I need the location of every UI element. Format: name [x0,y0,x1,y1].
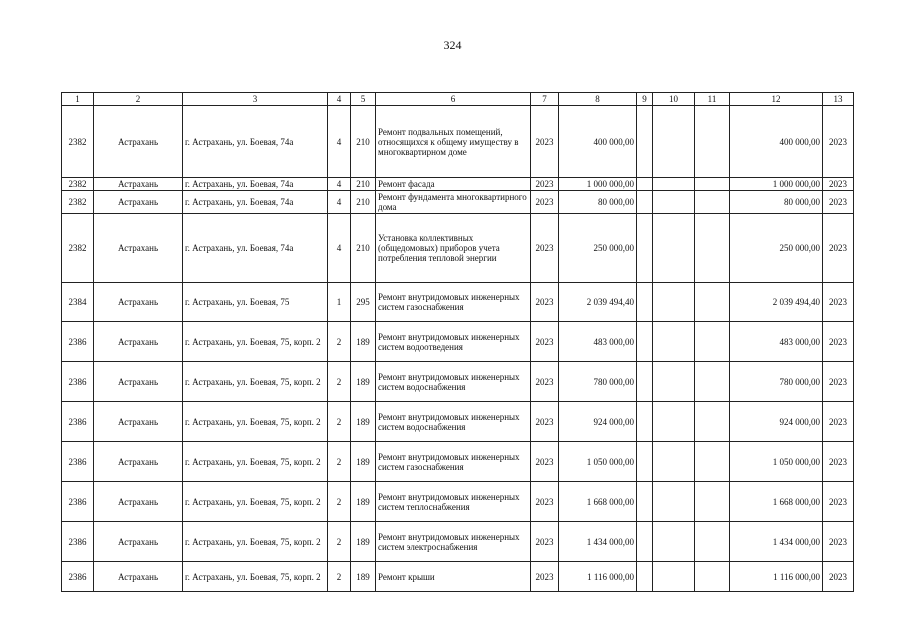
cell-total: 1 000 000,00 [730,178,823,191]
cell-empty [653,402,695,442]
cell-total: 1 116 000,00 [730,562,823,592]
column-header: 5 [351,93,376,106]
cell-house-id: 2386 [62,402,94,442]
column-header: 11 [695,93,730,106]
cell-empty [637,283,653,322]
column-header: 12 [730,93,823,106]
cell-year-end: 2023 [823,362,854,402]
cell-empty [637,562,653,592]
cell-address: г. Астрахань, ул. Боевая, 75, корп. 2 [183,442,328,482]
cell-empty [653,362,695,402]
cell-municipality: Астрахань [94,191,183,214]
table-row [62,178,854,191]
cell-empty [653,522,695,562]
cell-work-type: Ремонт внутридомовых инженерных систем водоснабжения [376,402,531,442]
cell-total: 1 434 000,00 [730,522,823,562]
cell-municipality: Астрахань [94,362,183,402]
cell-year-end: 2023 [823,442,854,482]
cell-house-id: 2386 [62,362,94,402]
cell-empty [653,442,695,482]
cell-house-id: 2386 [62,522,94,562]
cell-municipality: Астрахань [94,402,183,442]
cell-floors: 4 [328,178,351,191]
cell-municipality: Астрахань [94,442,183,482]
cell-empty [653,191,695,214]
cell-code: 189 [351,562,376,592]
cell-floors: 2 [328,362,351,402]
cell-empty [637,214,653,283]
column-header: 13 [823,93,854,106]
table-row [62,562,854,592]
cell-year: 2023 [531,322,559,362]
cell-floors: 2 [328,482,351,522]
cell-work-type: Ремонт внутридомовых инженерных систем газоснабжения [376,442,531,482]
cell-total: 80 000,00 [730,191,823,214]
repair-program-table [61,92,854,592]
cell-house-id: 2386 [62,442,94,482]
cell-total: 1 668 000,00 [730,482,823,522]
table-row [62,442,854,482]
cell-total: 924 000,00 [730,402,823,442]
cell-municipality: Астрахань [94,106,183,178]
cell-empty [695,562,730,592]
column-header: 7 [531,93,559,106]
cell-municipality: Астрахань [94,214,183,283]
cell-address: г. Астрахань, ул. Боевая, 75, корп. 2 [183,402,328,442]
cell-amount: 1 434 000,00 [559,522,637,562]
cell-municipality: Астрахань [94,482,183,522]
cell-empty [653,322,695,362]
cell-empty [637,402,653,442]
cell-work-type: Ремонт внутридомовых инженерных систем теплоснабжения [376,482,531,522]
cell-empty [695,214,730,283]
cell-work-type: Ремонт подвальных помещений, относящихся к общему имуществу в многоквартирном доме [376,106,531,178]
cell-code: 295 [351,283,376,322]
cell-year-end: 2023 [823,106,854,178]
table-row [62,106,854,178]
cell-work-type: Ремонт внутридомовых инженерных систем водоотведения [376,322,531,362]
cell-empty [653,106,695,178]
cell-house-id: 2382 [62,178,94,191]
cell-year: 2023 [531,191,559,214]
column-header: 8 [559,93,637,106]
cell-empty [637,191,653,214]
table-row [62,362,854,402]
cell-house-id: 2384 [62,283,94,322]
cell-floors: 2 [328,562,351,592]
column-number-row [62,93,854,106]
cell-year-end: 2023 [823,178,854,191]
table-row [62,402,854,442]
cell-code: 189 [351,442,376,482]
cell-address: г. Астрахань, ул. Боевая, 75, корп. 2 [183,362,328,402]
cell-work-type: Ремонт крыши [376,562,531,592]
cell-year-end: 2023 [823,482,854,522]
cell-code: 210 [351,106,376,178]
column-header: 6 [376,93,531,106]
column-header: 3 [183,93,328,106]
cell-empty [653,482,695,522]
cell-code: 189 [351,402,376,442]
cell-address: г. Астрахань, ул. Боевая, 74а [183,106,328,178]
cell-work-type: Ремонт фундамента многоквартирного дома [376,191,531,214]
cell-address: г. Астрахань, ул. Боевая, 75 [183,283,328,322]
cell-floors: 4 [328,106,351,178]
cell-empty [695,402,730,442]
cell-address: г. Астрахань, ул. Боевая, 75, корп. 2 [183,482,328,522]
cell-house-id: 2386 [62,322,94,362]
cell-address: г. Астрахань, ул. Боевая, 74а [183,178,328,191]
table-row [62,283,854,322]
cell-amount: 1 668 000,00 [559,482,637,522]
cell-year-end: 2023 [823,522,854,562]
cell-work-type: Ремонт внутридомовых инженерных систем водоснабжения [376,362,531,402]
cell-year: 2023 [531,214,559,283]
cell-year-end: 2023 [823,562,854,592]
table-row [62,214,854,283]
cell-address: г. Астрахань, ул. Боевая, 74а [183,191,328,214]
column-header: 1 [62,93,94,106]
cell-year: 2023 [531,442,559,482]
cell-amount: 250 000,00 [559,214,637,283]
cell-empty [695,178,730,191]
cell-amount: 780 000,00 [559,362,637,402]
cell-work-type: Установка коллективных (общедомовых) приборов учета потребления тепловой энергии [376,214,531,283]
cell-work-type: Ремонт фасада [376,178,531,191]
cell-year: 2023 [531,362,559,402]
cell-total: 400 000,00 [730,106,823,178]
cell-house-id: 2386 [62,562,94,592]
cell-total: 250 000,00 [730,214,823,283]
cell-address: г. Астрахань, ул. Боевая, 75, корп. 2 [183,322,328,362]
cell-municipality: Астрахань [94,283,183,322]
cell-year-end: 2023 [823,283,854,322]
cell-empty [695,283,730,322]
cell-year-end: 2023 [823,214,854,283]
cell-address: г. Астрахань, ул. Боевая, 75, корп. 2 [183,562,328,592]
cell-empty [653,562,695,592]
cell-empty [695,362,730,402]
cell-year-end: 2023 [823,402,854,442]
cell-house-id: 2382 [62,214,94,283]
cell-year: 2023 [531,562,559,592]
cell-municipality: Астрахань [94,322,183,362]
cell-year: 2023 [531,402,559,442]
cell-year: 2023 [531,522,559,562]
cell-total: 483 000,00 [730,322,823,362]
column-header: 10 [653,93,695,106]
cell-amount: 400 000,00 [559,106,637,178]
cell-floors: 2 [328,522,351,562]
cell-work-type: Ремонт внутридомовых инженерных систем газоснабжения [376,283,531,322]
cell-floors: 2 [328,322,351,362]
cell-code: 189 [351,522,376,562]
cell-empty [695,522,730,562]
cell-empty [637,178,653,191]
page-number: 324 [443,38,462,52]
cell-floors: 2 [328,402,351,442]
cell-year-end: 2023 [823,191,854,214]
cell-address: г. Астрахань, ул. Боевая, 74а [183,214,328,283]
cell-code: 189 [351,482,376,522]
cell-floors: 2 [328,442,351,482]
cell-empty [653,283,695,322]
cell-amount: 483 000,00 [559,322,637,362]
cell-house-id: 2386 [62,482,94,522]
cell-empty [637,322,653,362]
column-header: 9 [637,93,653,106]
cell-empty [637,522,653,562]
cell-amount: 924 000,00 [559,402,637,442]
cell-house-id: 2382 [62,191,94,214]
cell-year: 2023 [531,283,559,322]
cell-empty [695,191,730,214]
cell-amount: 2 039 494,40 [559,283,637,322]
cell-year: 2023 [531,178,559,191]
cell-total: 1 050 000,00 [730,442,823,482]
cell-empty [653,214,695,283]
cell-floors: 4 [328,191,351,214]
table-row [62,522,854,562]
cell-amount: 80 000,00 [559,191,637,214]
cell-empty [637,362,653,402]
cell-empty [695,106,730,178]
cell-year: 2023 [531,106,559,178]
cell-code: 210 [351,191,376,214]
cell-amount: 1 050 000,00 [559,442,637,482]
cell-year: 2023 [531,482,559,522]
cell-empty [695,442,730,482]
cell-code: 189 [351,362,376,402]
cell-amount: 1 116 000,00 [559,562,637,592]
cell-code: 210 [351,214,376,283]
cell-empty [637,482,653,522]
cell-work-type: Ремонт внутридомовых инженерных систем электроснабжения [376,522,531,562]
cell-municipality: Астрахань [94,178,183,191]
cell-year-end: 2023 [823,322,854,362]
cell-amount: 1 000 000,00 [559,178,637,191]
cell-floors: 4 [328,214,351,283]
cell-total: 780 000,00 [730,362,823,402]
cell-code: 210 [351,178,376,191]
cell-empty [653,178,695,191]
cell-empty [695,322,730,362]
column-header: 4 [328,93,351,106]
cell-empty [695,482,730,522]
cell-house-id: 2382 [62,106,94,178]
column-header: 2 [94,93,183,106]
cell-municipality: Астрахань [94,522,183,562]
cell-municipality: Астрахань [94,562,183,592]
table-row [62,482,854,522]
cell-empty [637,106,653,178]
table-row [62,191,854,214]
cell-floors: 1 [328,283,351,322]
cell-code: 189 [351,322,376,362]
table-row [62,322,854,362]
cell-total: 2 039 494,40 [730,283,823,322]
cell-empty [637,442,653,482]
cell-address: г. Астрахань, ул. Боевая, 75, корп. 2 [183,522,328,562]
